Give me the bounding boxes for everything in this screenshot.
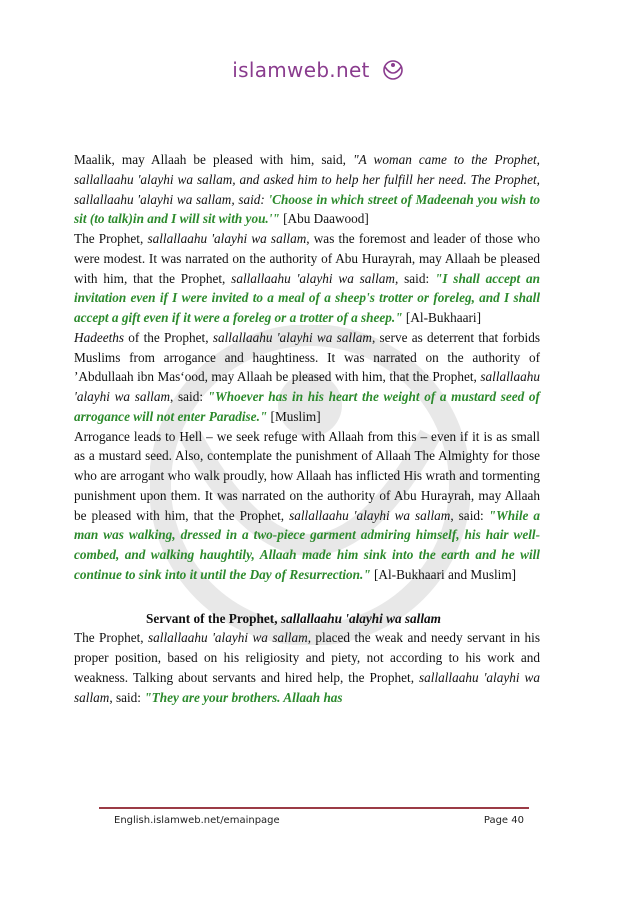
hadith-quote: "While a man was walking, dressed in a two-piece garment admiring himself, his hair well-combed, and walking haughtily, Allaah made him sink into the earth and he will continue to sink into it until the Day of Resurrection." [74, 507, 540, 582]
site-logo-text[interactable]: islamweb.net [232, 58, 370, 82]
hadith-quote: 'Choose in which street of Madeenah you wish to sit (to talk)in and I will sit with you.'" [74, 191, 540, 227]
section-heading: Servant of the Prophet, sallallaahu 'alayhi wa sallam [146, 610, 441, 626]
paragraph: The Prophet, sallallaahu 'alayhi wa sallam, placed the weak and needy servant in his proper position, based on his religiosity and piety, not according to his work and weakness. Talking about servants and hired help, the Prophet, sallallaahu 'alayhi wa sallam, said: "They are your brothers. Allaah has [74, 630, 540, 705]
paragraph: Arrogance leads to Hell – we seek refuge with Allaah from this – even if it is as small as a mustard seed. Also, contemplate the punishment of Allaah The Almighty for those who are arrogant who walk proudly, how Allaah has inflicted His wrath and tormenting punishment upon them. It was narrated on the authority of Abu Hurayrah, may Allaah be pleased with him, that the Prophet, sallallaahu 'alayhi wa sallam, said: "While a man was walking, dressed in a two-piece garment admiring himself, his hair well-combed, and walking haughtily, Allaah made him sink into the earth and he will continue to sink into it until the Day of Resurrection." [Al-Bukhaari and Muslim] [74, 428, 540, 582]
page-number: Page 40 [483, 815, 524, 826]
paragraph: Hadeeths of the Prophet, sallallaahu 'alayhi wa sallam, serve as deterrent that forbids Muslims from arrogance and haughtiness. It was narrated on the authority of ’Abdullaah ibn Mas‘ood, may Allaah be pleased with him, that the Prophet, sallallaahu 'alayhi wa sallam, said: "Whoever has in his heart the weight of a mustard seed of arrogance will not enter Paradise." [Muslim] [74, 329, 540, 424]
hadith-quote: "I shall accept an invitation even if I were invited to a meal of a sheep's trotter or foreleg, and I shall accept a gift even if it were a foreleg or a trotter of a sheep." [74, 270, 541, 325]
hadith-quote: "Whoever has in his heart the weight of a mustard seed of arrogance will not enter Paradise." [74, 389, 540, 424]
islamweb-logo-icon [380, 59, 406, 81]
header [0, 58, 638, 82]
paragraph: The Prophet, sallallaahu 'alayhi wa sallam, was the foremost and leader of those who were modest. It was narrated on the authority of Abu Hurayrah, may Allaah be pleased with him, that the Prophet, sallallaahu 'alayhi wa sallam, said: "I shall accept an invitation even if I were invited to a meal of a sheep's trotter or foreleg, and I shall accept a gift even if it were a foreleg or a trotter of a sheep." [Al-Bukhaari] [74, 231, 541, 325]
footer-divider [99, 807, 529, 809]
paragraph: Maalik, may Allaah be pleased with him, said, "A woman came to the Prophet, sallallaahu 'alayhi wa sallam, and asked him to help her fulfill her need. The Prophet, sallallaahu 'alayhi wa sallam, said: 'Choose in which street of Madeenah you wish to sit (to talk)in and I will sit with you.'" [Abu Daawood] [74, 152, 540, 227]
hadith-quote: "They are your brothers. Allaah has [144, 689, 343, 705]
footer-url[interactable]: English.islamweb.net/emainpage [114, 815, 280, 826]
article-body [74, 150, 540, 707]
